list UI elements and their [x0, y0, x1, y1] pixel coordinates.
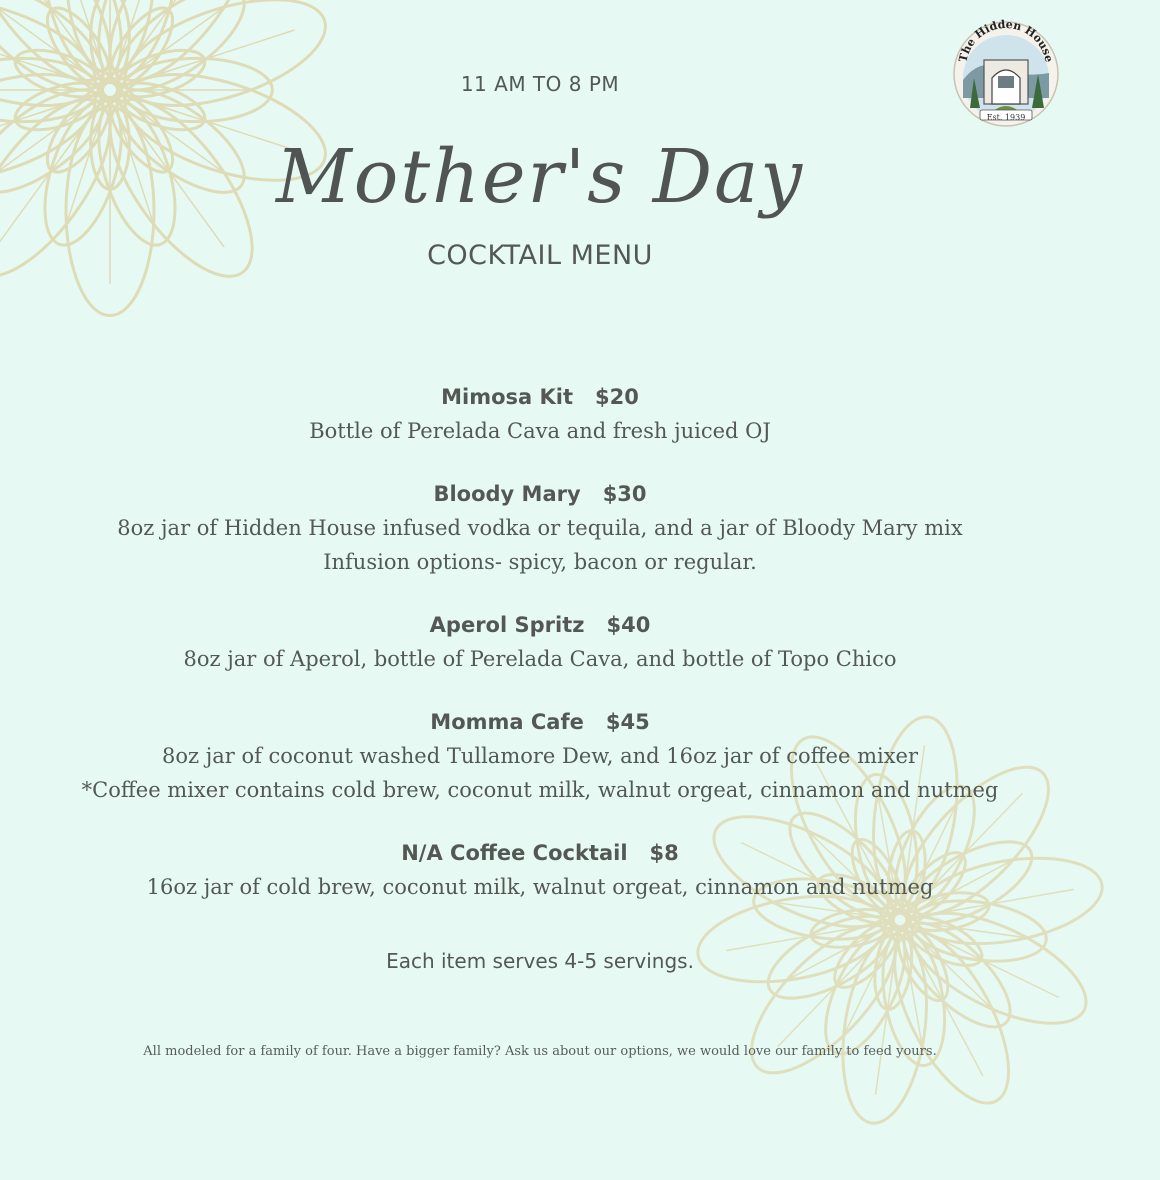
menu-item-price: $45 — [605, 710, 650, 734]
menu-item-name: N/A Coffee Cocktail — [401, 841, 628, 865]
mothers-day-script-title — [276, 110, 804, 260]
menu-item-name: Mimosa Kit — [441, 385, 574, 409]
menu-item-price: $20 — [595, 385, 639, 409]
menu-item-heading — [0, 836, 1080, 870]
menu-item-description: *Coffee mixer contains cold brew, coconut milk, walnut orgeat, cinnamon and nutmeg — [81, 778, 999, 802]
menu-item-heading — [0, 477, 1080, 511]
script-title-text: Mother's Day — [276, 134, 804, 220]
hours-label: 11 AM TO 8 PM — [460, 72, 620, 96]
menu-item-name: Momma Cafe — [430, 710, 584, 734]
menu-item-description: Infusion options- spicy, bacon or regular. — [323, 550, 757, 574]
menu-item — [0, 608, 1080, 676]
menu-item-description: Bottle of Perelada Cava and fresh juiced OJ — [309, 419, 771, 443]
menu-item-price: $30 — [602, 482, 647, 506]
logo-name: The Hidden House — [956, 18, 1056, 64]
menu-item-description: 8oz jar of Aperol, bottle of Perelada Cava, and bottle of Topo Chico — [183, 647, 897, 671]
menu-item-description: 8oz jar of coconut washed Tullamore Dew, and 16oz jar of coffee mixer — [161, 744, 919, 768]
menu-item — [0, 380, 1080, 448]
menu-item-description: 8oz jar of Hidden House infused vodka or tequila, and a jar of Bloody Mary mix — [117, 516, 963, 540]
menu-item — [0, 705, 1080, 807]
footnote: All modeled for a family of four. Have a bigger family? Ask us about our options, we would love our family to feed yours. — [143, 1044, 937, 1059]
logo-established: Est. 1939 — [986, 113, 1026, 122]
cocktail-list — [0, 380, 1080, 904]
menu-item-heading — [0, 705, 1080, 739]
menu-item-description: 16oz jar of cold brew, coconut milk, walnut orgeat, cinnamon and nutmeg — [146, 875, 934, 899]
menu-item — [0, 836, 1080, 904]
menu-item-name: Bloody Mary — [433, 482, 581, 506]
menu-item-heading — [0, 380, 1080, 414]
menu-item — [0, 477, 1080, 579]
menu-subtitle: COCKTAIL MENU — [427, 240, 653, 271]
servings-note: Each item serves 4-5 servings. — [386, 949, 694, 973]
menu-item-heading — [0, 608, 1080, 642]
menu-item-price: $40 — [606, 613, 651, 637]
menu-item-name: Aperol Spritz — [429, 613, 585, 637]
menu-item-price: $8 — [649, 841, 679, 865]
